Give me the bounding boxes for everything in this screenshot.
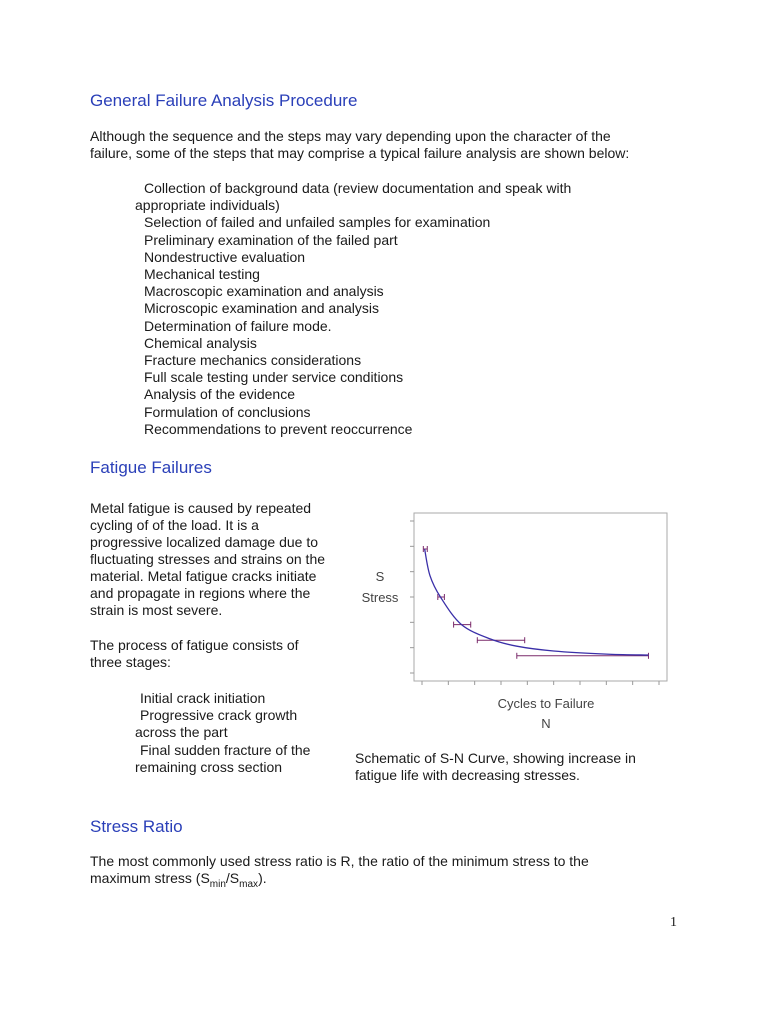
procedure-step: Analysis of the evidence [144,386,295,403]
stages-intro-line: three stages: [90,654,171,670]
stress-ratio-line-1: The most commonly used stress ratio is R, the ratio of the minimum stress to the [90,853,589,869]
procedure-step: Full scale testing under service conditions [144,369,404,386]
fatigue-stage: Final sudden fracture of the [140,741,311,758]
caption-line: fatigue life with decreasing stresses. [355,767,580,783]
fatigue-stage: Progressive crack growth [140,707,298,724]
procedure-step: Recommendations to prevent reoccurrence [144,420,413,437]
fatigue-stage-continuation: across the part [135,724,228,741]
chart-caption [355,750,675,784]
procedure-step: Nondestructive evaluation [144,248,306,265]
procedure-step: Mechanical testing [144,266,260,283]
x-axis-label-line-1: Cycles to Failure [497,696,595,711]
fatigue-line: material. Metal fatigue cracks initiate [90,568,317,584]
caption-line: Schematic of S-N Curve, showing increase in [355,750,636,766]
procedure-step: Formulation of conclusions [144,403,311,420]
fatigue-line: strain is most severe. [90,602,223,618]
procedure-step: Chemical analysis [144,334,257,351]
sn-curve-chart [350,505,680,740]
procedure-steps-list [135,180,571,438]
fatigue-stage-continuation: remaining cross section [135,758,283,775]
procedure-intro-line-1: Although the sequence and the steps may vary depending upon the character of the [90,128,611,144]
stress-ratio-line-2: maximum stress $(S_{min}/S_{max})$. [90,870,267,890]
fatigue-stages-list [135,690,335,776]
procedure-step: Selection of failed and unfailed samples for examination [144,214,491,231]
fatigue-line: and propagate in regions where the [90,585,311,601]
section-title-procedure: General Failure Analysis Procedure [90,91,358,110]
fatigue-line: cycling of of the load. It is a [90,517,259,533]
procedure-step-continuation: appropriate individuals) [135,197,280,214]
fatigue-line: fluctuating stresses and strains on the [90,551,326,567]
procedure-step: Macroscopic examination and analysis [144,283,384,300]
y-axis-label-line-2: Stress [361,590,399,605]
procedure-step: Fracture mechanics considerations [144,352,362,369]
fatigue-stage: Initial crack initiation [140,690,266,706]
y-axis-label-line-1: S [375,569,385,584]
fatigue-line: progressive localized damage due to [90,534,319,550]
procedure-step: Microscopic examination and analysis [144,300,379,317]
procedure-step: Preliminary examination of the failed part [144,231,398,248]
x-axis-label-line-2: N [541,716,551,731]
error-bars [423,546,648,659]
page-number: 1 [670,915,677,930]
section-title-stress-ratio: Stress Ratio [90,817,183,836]
axis-ticks [410,521,659,685]
error-bar [517,653,649,659]
subscript-max: max [239,878,259,890]
sn-curve-line [425,549,649,655]
fatigue-paragraph [90,500,355,671]
procedure-intro-line-2: failure, some of the steps that may comprise a typical failure analysis are shown below: [90,145,630,161]
subscript-min: min [209,878,226,890]
procedure-step: Determination of failure mode. [144,317,332,334]
fatigue-line: Metal fatigue is caused by repeated [90,500,312,516]
section-title-fatigue: Fatigue Failures [90,458,212,477]
stages-intro-line: The process of fatigue consists of [90,637,299,653]
procedure-step: Collection of background data (review documentation and speak with [144,180,572,196]
